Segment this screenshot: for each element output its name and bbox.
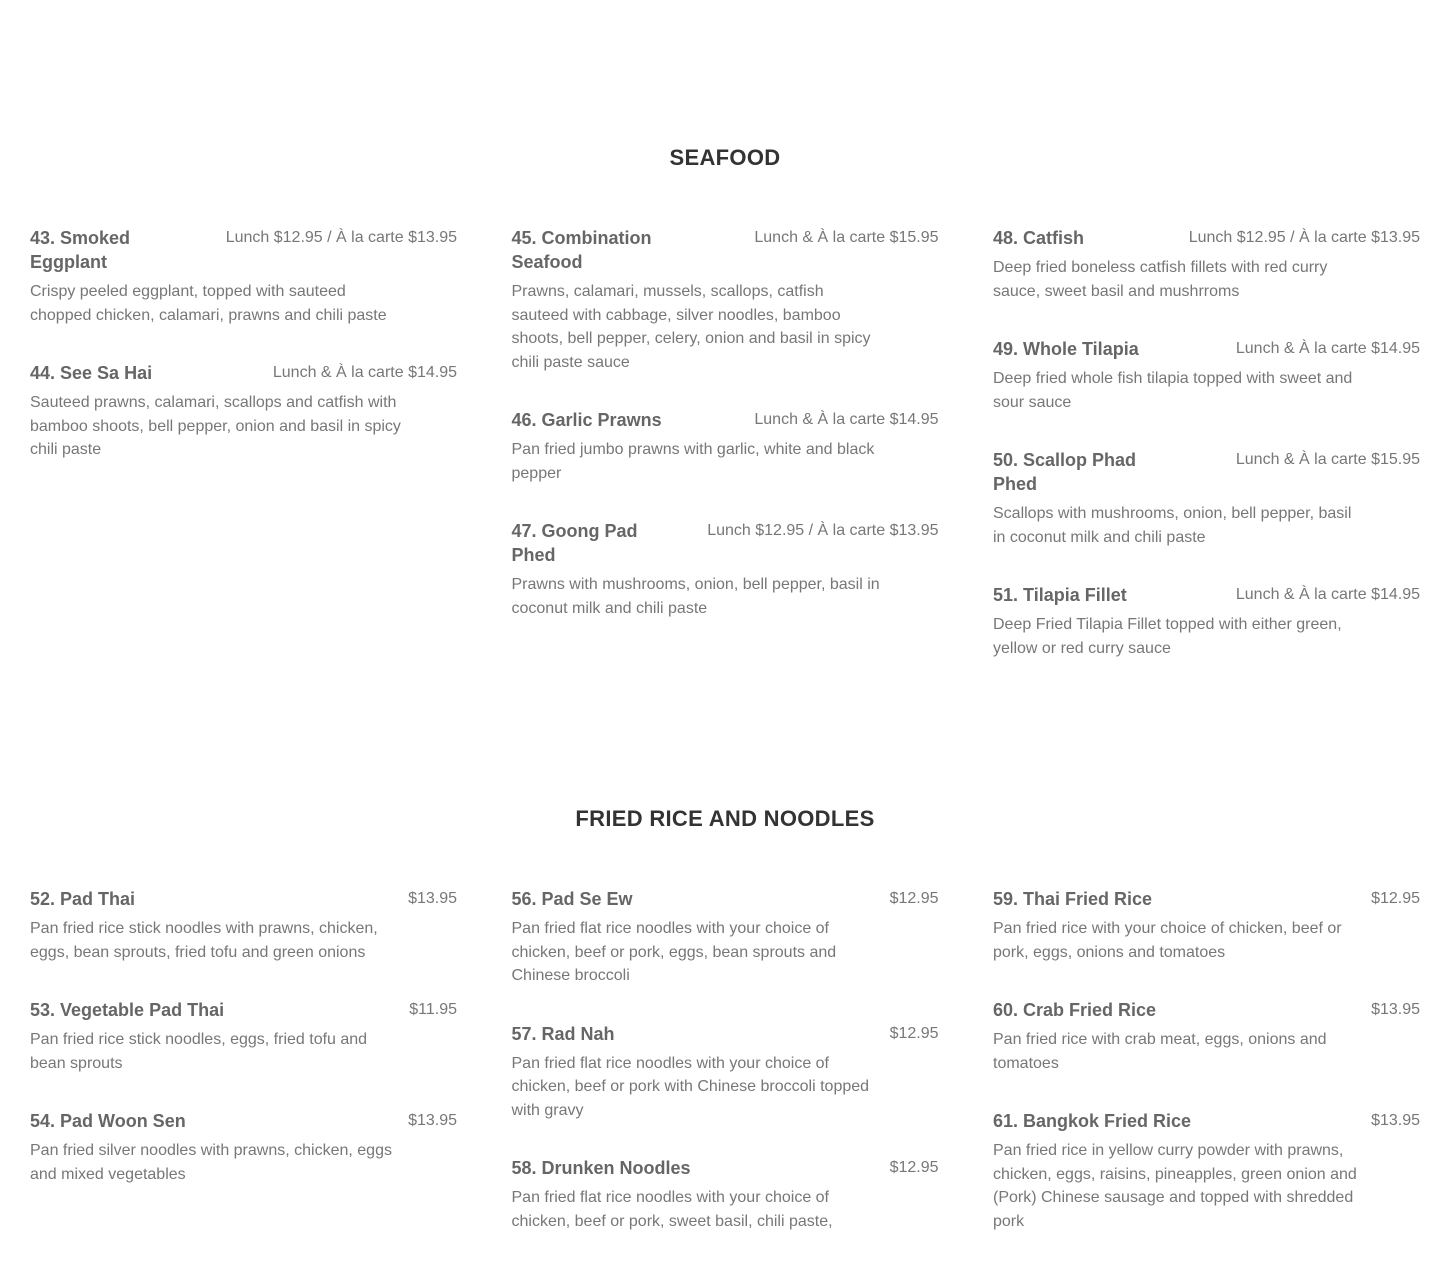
menu-item-price: $12.95 xyxy=(889,890,939,907)
menu-item-price: Lunch $12.95 / À la carte $13.95 xyxy=(225,229,457,246)
menu-item xyxy=(512,1022,939,1123)
menu-item-price: $13.95 xyxy=(1371,1112,1420,1129)
menu-item xyxy=(30,361,457,462)
menu-column xyxy=(512,887,939,1267)
menu-item-price: $12.95 xyxy=(889,1159,939,1176)
menu-item-header xyxy=(30,887,457,911)
menu-item-price: $13.95 xyxy=(408,890,457,907)
menu-item-price: $13.95 xyxy=(408,1112,457,1129)
menu-item-description: Pan fried rice stick noodles with prawns, chicken, eggs, bean sprouts, fried tofu and green onions xyxy=(30,920,378,961)
menu-item-header xyxy=(993,887,1420,911)
menu-item-header xyxy=(30,1109,457,1133)
menu-item-name: 61. Bangkok Fried Rice xyxy=(993,1111,1192,1131)
menu-column xyxy=(30,226,457,694)
menu-item-price: Lunch $12.95 / À la carte $13.95 xyxy=(707,522,939,539)
menu-item xyxy=(993,998,1420,1075)
section-title-fried-rice-and-noodles: FRIED RICE AND NOODLES xyxy=(575,806,875,831)
menu-item-header xyxy=(993,448,1420,496)
menu-column xyxy=(993,887,1420,1267)
menu-item-price: Lunch & À la carte $14.95 xyxy=(1235,586,1420,603)
menu-item-name: 51. Tilapia Fillet xyxy=(993,585,1127,605)
menu-item-description: Pan fried jumbo prawns with garlic, white and black pepper xyxy=(511,441,875,482)
menu-item-header xyxy=(993,226,1420,250)
menu-item-price: Lunch $12.95 / À la carte $13.95 xyxy=(1188,229,1420,246)
menu-item xyxy=(30,226,457,327)
menu-item-name: 54. Pad Woon Sen xyxy=(30,1111,186,1131)
menu-item-header xyxy=(512,1022,939,1046)
menu-item-description: Pan fried rice in yellow curry powder with prawns, chicken, eggs, raisins, pineapples, green onion and (Pork) Chinese sausage and topped with shredded pork xyxy=(993,1142,1357,1230)
menu-column xyxy=(512,226,939,694)
menu-item-name: 46. Garlic Prawns xyxy=(511,410,662,430)
menu-item xyxy=(512,408,939,485)
menu-item-price: Lunch & À la carte $14.95 xyxy=(1235,340,1420,357)
menu-item-name: 45. Combination Seafood xyxy=(511,228,652,272)
menu-item-name: 59. Thai Fried Rice xyxy=(993,889,1153,909)
menu-item xyxy=(30,887,457,964)
menu-item-header xyxy=(993,337,1420,361)
menu-column xyxy=(30,887,457,1267)
menu-item xyxy=(993,226,1420,303)
menu-item-description: Deep fried boneless catfish fillets with red curry sauce, sweet basil and mushrroms xyxy=(993,259,1328,300)
menu-item-name: 50. Scallop Phad Phed xyxy=(993,450,1137,494)
menu-item-description: Pan fried silver noodles with prawns, chicken, eggs and mixed vegetables xyxy=(30,1142,392,1183)
menu-item-header xyxy=(30,998,457,1022)
seafood-menu xyxy=(30,226,1420,694)
menu-item-description: Scallops with mushrooms, onion, bell pepper, basil in coconut milk and chili paste xyxy=(993,505,1352,546)
menu-item xyxy=(30,998,457,1075)
menu-item-description: Prawns with mushrooms, onion, bell pepper, basil in coconut milk and chili paste xyxy=(511,576,880,617)
menu-item-price: $13.95 xyxy=(1371,1001,1420,1018)
menu-item xyxy=(512,226,939,374)
section-title-seafood: SEAFOOD xyxy=(669,145,781,170)
menu-item-name: 47. Goong Pad Phed xyxy=(511,521,638,565)
menu-item xyxy=(993,887,1420,964)
menu-item-price: Lunch & À la carte $15.95 xyxy=(754,229,939,246)
menu-item-description: Pan fried rice with your choice of chicken, beef or pork, eggs, onions and tomatoes xyxy=(993,920,1342,961)
menu-item-name: 52. Pad Thai xyxy=(30,889,136,909)
menu-item-header xyxy=(993,1109,1420,1133)
menu-item-description: Pan fried rice with crab meat, eggs, onions and tomatoes xyxy=(993,1031,1327,1072)
fried-rice-and-noodles-menu xyxy=(30,887,1420,1267)
menu-item xyxy=(993,337,1420,414)
menu-item-price: $11.95 xyxy=(409,1001,457,1018)
menu-item-name: 58. Drunken Noodles xyxy=(511,1158,691,1178)
menu-item-name: 57. Rad Nah xyxy=(511,1023,615,1044)
menu-item-description: Pan fried rice stick noodles, eggs, fried tofu and bean sprouts xyxy=(30,1031,368,1072)
menu-item-description: Deep Fried Tilapia Fillet topped with either green, yellow or red curry sauce xyxy=(993,616,1342,657)
menu-item-price: $12.95 xyxy=(889,1024,939,1042)
menu-item-name: 49. Whole Tilapia xyxy=(993,339,1139,359)
menu-item-description: Pan fried flat rice noodles with your choice of chicken, beef or pork, eggs, bean sprouts and Chinese broccoli xyxy=(511,920,837,984)
menu-item xyxy=(993,583,1420,660)
menu-item-header xyxy=(993,583,1420,607)
menu-item xyxy=(993,1109,1420,1233)
menu-column xyxy=(993,226,1420,694)
menu-item-description: Pan fried flat rice noodles with your choice of chicken, beef or pork, sweet basil, chili paste, xyxy=(511,1189,833,1230)
menu-item-header xyxy=(30,226,457,274)
menu-item-price: Lunch & À la carte $15.95 xyxy=(1235,451,1420,468)
menu-item-header xyxy=(512,408,939,432)
menu-item-price: $12.95 xyxy=(1371,890,1420,907)
menu-item-header xyxy=(512,887,939,911)
menu-item-description: Sauteed prawns, calamari, scallops and catfish with bamboo shoots, bell pepper, onion and basil in spicy chili paste xyxy=(30,394,401,458)
menu-item-name: 44. See Sa Hai xyxy=(30,363,153,383)
menu-item-price: Lunch & À la carte $14.95 xyxy=(754,411,939,428)
menu-item-header xyxy=(512,1156,939,1180)
menu-item-description: Crispy peeled eggplant, topped with sauteed chopped chicken, calamari, prawns and chili paste xyxy=(30,283,387,324)
menu-item-name: 56. Pad Se Ew xyxy=(511,889,633,909)
menu-item xyxy=(993,448,1420,549)
menu-item-description: Deep fried whole fish tilapia topped with sweet and sour sauce xyxy=(993,370,1353,411)
menu-item-header xyxy=(993,998,1420,1022)
menu-item-description: Prawns, calamari, mussels, scallops, catfish sauteed with cabbage, silver noodles, bamboo shoots, bell pepper, celery, onion and basil in spicy chili paste sauce xyxy=(511,283,871,371)
menu-item-description: Pan fried flat rice noodles with your choice of chicken, beef or pork with Chinese broccoli topped with gravy xyxy=(511,1054,870,1119)
menu-item-name: 48. Catfish xyxy=(993,228,1085,248)
menu-item-header xyxy=(512,519,939,567)
menu-item xyxy=(512,519,939,620)
menu-item xyxy=(30,1109,457,1186)
menu-item-name: 60. Crab Fried Rice xyxy=(993,1000,1157,1020)
menu-item xyxy=(512,1156,939,1233)
menu-item-name: 43. Smoked Eggplant xyxy=(30,228,131,272)
menu-item-name: 53. Vegetable Pad Thai xyxy=(30,1000,225,1020)
menu-item-price: Lunch & À la carte $14.95 xyxy=(272,364,457,381)
menu-item-header xyxy=(30,361,457,385)
menu-item-header xyxy=(512,226,939,274)
menu-item xyxy=(512,887,939,988)
